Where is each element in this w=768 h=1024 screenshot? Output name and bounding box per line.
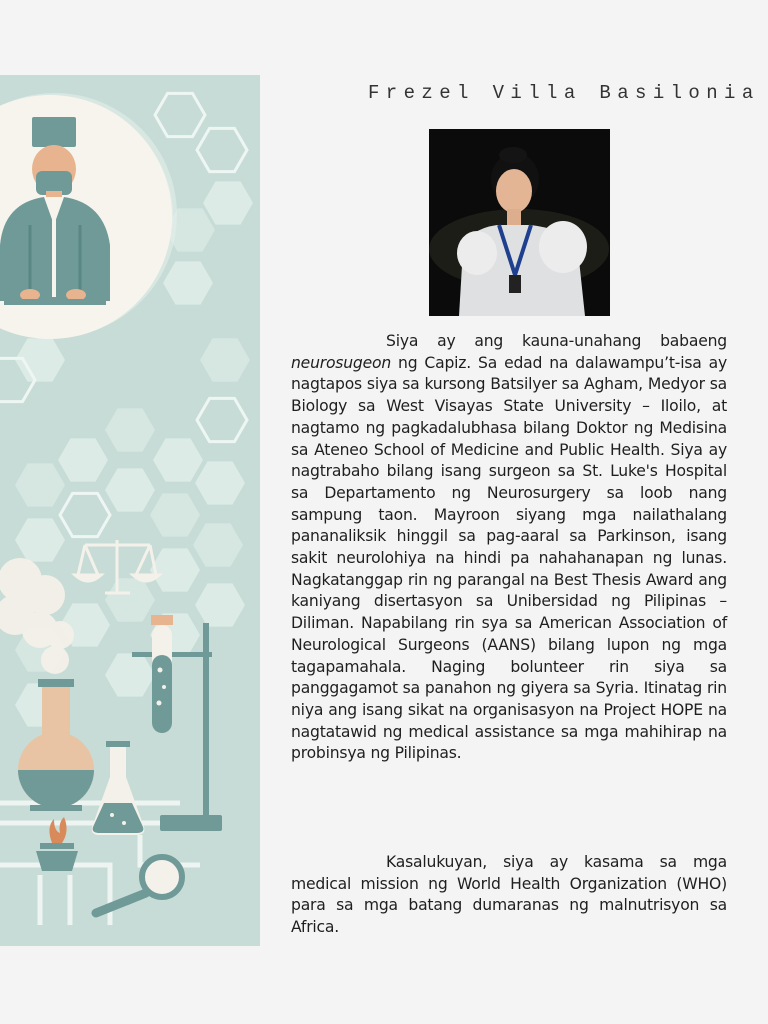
portrait-image xyxy=(429,129,610,316)
scale-icon xyxy=(75,540,159,593)
medical-illustration xyxy=(0,75,260,946)
medical-illustration-panel xyxy=(0,75,260,946)
portrait-photo xyxy=(429,129,610,316)
lab-stand xyxy=(132,623,222,831)
bio-paragraph-1 xyxy=(291,331,727,765)
bio-intro: Siya ay ang kauna-unahang babaeng xyxy=(386,332,727,350)
bio-paragraph-2: Kasalukuyan, siya ay kasama sa mga medical mission ng World Health Organization (WHO) para sa mga batang dumaranas ng malnutrisyon sa Africa. xyxy=(291,853,727,937)
bio-emphasis: neurosugeon xyxy=(291,353,392,372)
person-name: Frezel Villa Basilonia xyxy=(368,82,760,104)
bio-rest: ng Capiz. Sa edad na dalawampu’t-isa ay nagtapos siya sa kursong Batsilyer sa Agham, Medyor sa Biology sa West Visayas State University – Iloilo, at nagtamo ng pagkadalubhasa bilang Doktor ng Medisina sa Ateneo School of Medicine and Public Health. Siya ay nagtrabaho bilang isang surgeon sa St. Luke's Hospital sa Departamento ng Neurosurgery sa loob nang sampung taon. Mayroon siyang mga nailathalang pananaliksik hinggil sa pag-aaral sa Parkinson, isang sakit neurolohiya na hindi pa nahahanapan ng lunas. Nagkatanggap rin ng parangal na Best Thesis Award ang kaniyang disertasyon sa Unibersidad ng Pilipinas – Diliman. Napabilang rin sya sa American Association of Neurological Surgeons (AANS) bilang lupon ng mga tagapamahala. Naging bolunteer rin siya sa panggagamot sa panahon ng giyera sa Syria. Itinatag rin niya ang isang sikat na organisasyon na Project HOPE na nagtatawid ng medical assistance sa mga mahihirap na probinsya ng Pilipinas. xyxy=(291,353,727,763)
surgeon-icon xyxy=(0,95,173,339)
test-tube-icon xyxy=(151,615,173,733)
conical-flask-icon xyxy=(92,741,145,835)
